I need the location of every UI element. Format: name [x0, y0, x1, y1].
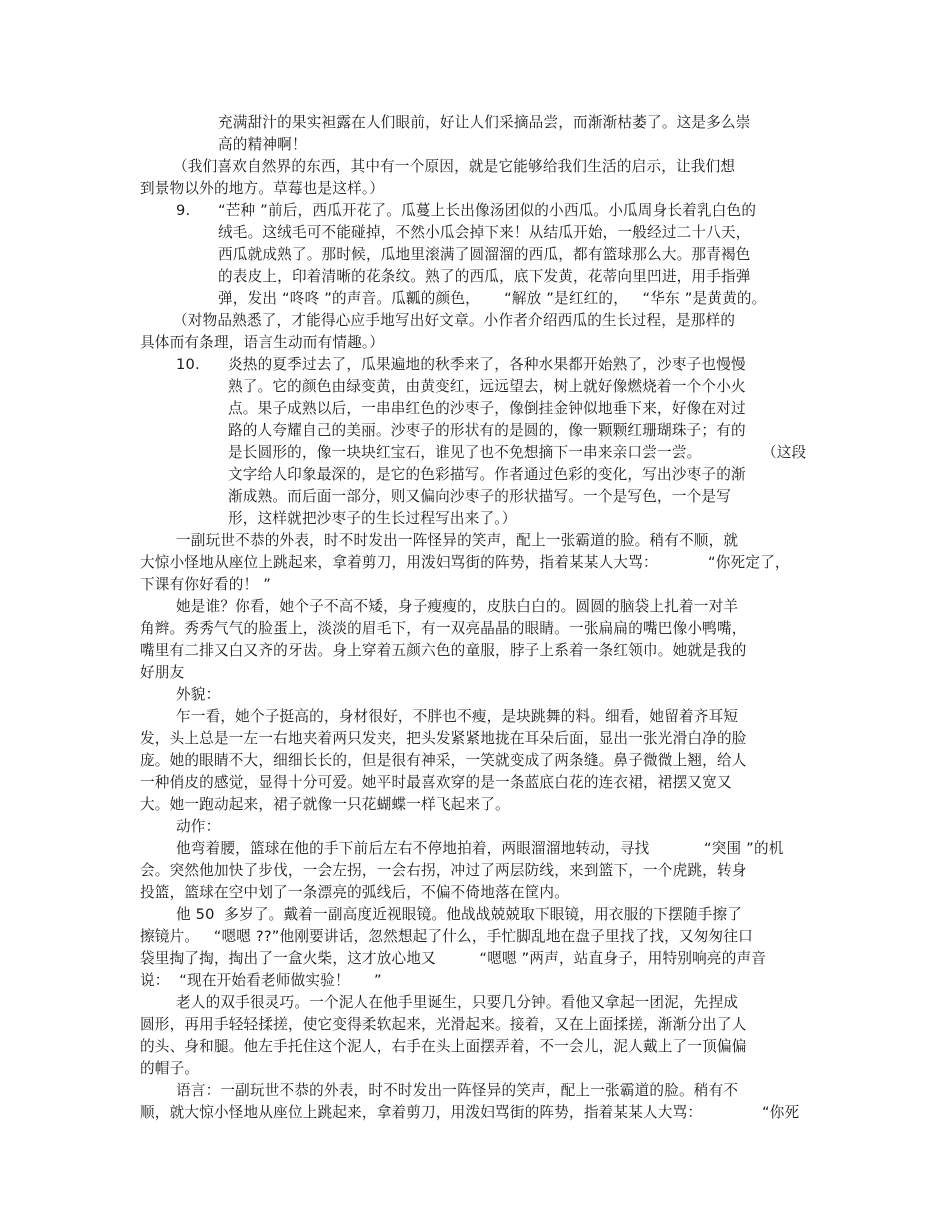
text-line: 说： “现在开始看老师做实验！ ” [140, 972, 382, 989]
text-line: 一副玩世不恭的外表，时不时发出一阵怪异的笑声，配上一张霸道的脸。稍有不顺，就 [176, 532, 739, 549]
text-line: 点。果子成熟以后，一串串红色的沙枣子，像倒挂金钟似地垂下来，好像在对过 [228, 400, 746, 417]
text-line: 袋里掏了掏，掏出了一盒火柴，这才放心地又 “嗯嗯 ”两声，站直身子，用特别响亮的声音 [140, 950, 767, 967]
text-line: （这段 [762, 444, 807, 461]
text-line: 到景物以外的地方。草莓也是这样。） [140, 180, 385, 197]
text-line: 的头、身和腿。他左手托住这个泥人，右手在头上面摆弄着，不一会儿，泥人戴上了一顶偏偏 [140, 1038, 747, 1055]
text-line: 会。突然他加快了步伐，一会左拐，一会右拐，冲过了两层防线，来到篮下，一个虎跳，转身 [140, 862, 747, 879]
text-line: 文字给人印象最深的，是它的色彩描写。作者通过色彩的变化，写出沙枣子的渐 [228, 466, 746, 483]
text-line: 是长圆形的，像一块块红宝石，谁见了也不免想摘下一串来亲口尝一尝。 [228, 444, 702, 461]
text-line: 路的人夸耀自己的美丽。沙枣子的形状有的是圆的，像一颗颗红珊瑚珠子；有的 [228, 422, 746, 439]
text-line: 投篮，篮球在空中划了一条漂亮的弧线后，不偏不倚地落在筐内。 [140, 884, 570, 901]
text-line: 角辫。秀秀气气的脸蛋上，淡淡的眉毛下，有一双亮晶晶的眼睛。一张扁扁的嘴巴像小鸭嘴， [140, 620, 747, 637]
text-line: 的帽子。 [140, 1060, 200, 1077]
text-line: 炎热的夏季过去了，瓜果遍地的秋季来了，各种水果都开始熟了，沙枣子也慢慢 [228, 356, 746, 373]
item-number: 9. [176, 202, 191, 219]
text-line: 熟了。它的颜色由绿变黄，由黄变红，远远望去，树上就好像燃烧着一个个小火 [228, 378, 746, 395]
text-line: 大。她一跑动起来，裙子就像一只花蝴蝶一样飞起来了。 [140, 796, 510, 813]
text-line: 西瓜就成熟了。那时候，瓜地里滚满了圆溜溜的西瓜，都有篮球那么大。那青褐色 [218, 246, 751, 263]
text-line: 的表皮上，印着清晰的花条纹。熟了的西瓜，底下发黄，花蒂向里凹进，用手指弹 [218, 268, 751, 285]
text-line: 大惊小怪地从座位上跳起来，拿着剪刀，用泼妇骂街的阵势，指着某某人大骂： [140, 554, 658, 571]
text-line: 具体而有条理，语言生动而有情趣。） [140, 334, 385, 351]
section-label: 动作： [176, 818, 221, 835]
text-line: 高的精神啊！ [218, 136, 307, 153]
text-line: （对物品熟悉了，才能得心应手地写出好文章。小作者介绍西瓜的生长过程，是那样的 [173, 312, 736, 329]
text-line: 语言：一副玩世不恭的外表，时不时发出一阵怪异的笑声，配上一张霸道的脸。稍有不 [176, 1082, 739, 1099]
text-line: “突围 ”的机 [704, 840, 784, 857]
text-line: 老人的双手很灵巧。一个泥人在他手里诞生，只要几分钟。看他又拿起一团泥，先捏成 [176, 994, 739, 1011]
item-number: 10. [176, 356, 200, 373]
text-line: 他 50 多岁了。戴着一副高度近视眼镜。他战战兢兢取下眼镜，用衣服的下摆随手擦了 [176, 906, 743, 923]
text-line: 顺，就大惊小怪地从座位上跳起来，拿着剪刀，用泼妇骂街的阵势，指着某某人大骂： [140, 1104, 703, 1121]
text-line: 一种俏皮的感觉，显得十分可爱。她平时最喜欢穿的是一条蓝底白花的连衣裙，裙摆又宽又 [140, 774, 732, 791]
text-line: 绒毛。这绒毛可不能碰掉，不然小瓜会掉下来！从结瓜开始，一般经过二十八天， [218, 224, 751, 241]
text-line: 擦镜片。 “嗯嗯 ??”他刚要讲话，忽然想起了什么，手忙脚乱地在盘子里找了找，又匆匆往口 [140, 928, 753, 945]
text-line: 嘴里有二排又白又齐的牙齿。身上穿着五颜六色的童服，脖子上系着一条红领巾。她就是我的 [140, 642, 747, 659]
text-line: 好朋友 [140, 664, 185, 681]
text-line: 她是谁？你看，她个子不高不矮，身子瘦瘦的，皮肤白白的。圆圆的脑袋上扎着一对羊 [176, 598, 739, 615]
text-line: 乍一看，她个子挺高的，身材很好，不胖也不瘦，是块跳舞的料。细看，她留着齐耳短 [176, 708, 739, 725]
text-line: 他弯着腰，篮球在他的手下前后左右不停地拍着，两眼溜溜地转动，寻找 [176, 840, 650, 857]
text-line: 形，这样就把沙枣子的生长过程写出来了。） [228, 510, 517, 527]
text-line: 充满甜汁的果实袒露在人们眼前，好让人们采摘品尝，而渐渐枯萎了。这是多么崇 [218, 114, 751, 131]
text-line: 弹，发出 “咚咚 ”的声音。瓜瓤的颜色， “解放 ”是红红的， “华东 ”是黄黄的。 [218, 290, 767, 307]
section-label: 外貌： [176, 686, 221, 703]
text-line: 圆形，再用手轻轻揉搓，使它变得柔软起来，光滑起来。接着，又在上面揉搓，渐渐分出了人 [140, 1016, 747, 1033]
text-line: （我们喜欢自然界的东西，其中有一个原因，就是它能够给我们生活的启示，让我们想 [173, 158, 736, 175]
text-line: 下课有你好看的！ ” [140, 576, 271, 593]
text-line: “你死 [762, 1104, 800, 1121]
text-line: “芒种 ”前后，西瓜开花了。瓜蔓上长出像汤团似的小西瓜。小瓜周身长着乳白色的 [218, 202, 757, 219]
text-line: 庞。她的眼睛不大，细细长长的，但是很有神采，一笑就变成了两条缝。鼻子微微上翘，给人 [140, 752, 747, 769]
text-line: 渐成熟。而后面一部分，则又偏向沙枣子的形状描写。一个是写色，一个是写 [228, 488, 731, 505]
text-line: “你死定了， [708, 554, 790, 571]
text-line: 发，头上总是一左一右地夹着两只发夹，把头发紧紧地拢在耳朵后面，显出一张光滑白净的脸 [140, 730, 747, 747]
